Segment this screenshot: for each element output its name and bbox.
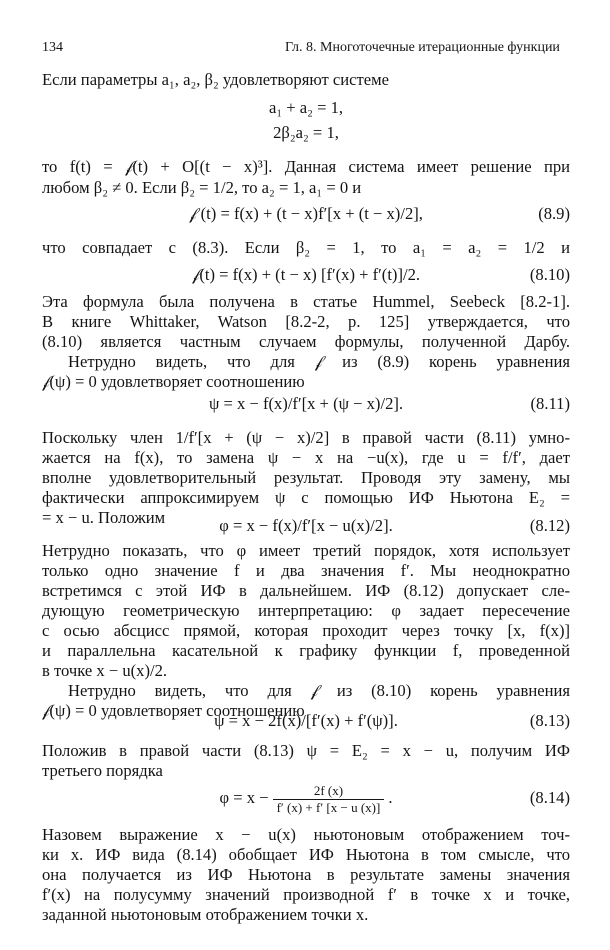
text-line: Нетрудно видеть, что для 𝒻 из (8.10) корень уравнения	[68, 681, 570, 700]
equation-8-14	[42, 778, 570, 818]
text-line: то f(t) = 𝒻(t) + O[(t − x)³]. Данная система имеет решение при	[42, 157, 570, 176]
text-line: любом β₂ ≠ 0. Если β₂ = 1/2, то a₂ = 1, a₁ = 0 и	[42, 178, 362, 197]
equation-tail: .	[388, 788, 393, 807]
text-line: она получается из ИФ Ньютона в результате замены значения	[42, 865, 570, 884]
equation-body: 𝒻 (t) = f(x) + (t − x)f′[x + (t − x)/2],	[189, 204, 423, 223]
fraction	[273, 783, 385, 816]
text-line: Нетрудно видеть, что для 𝒻 из (8.9) корень уравнения	[68, 352, 570, 371]
text-line: третьего порядка	[42, 761, 163, 780]
text-line: (8.10) является частным случаем формулы, полученной Дарбу.	[42, 332, 570, 351]
text-line: что совпадает с (8.3). Если β₂ = 1, то a₁ = a₂ = 1/2 и	[42, 238, 570, 257]
fraction-numerator: 2f (x)	[273, 783, 385, 800]
equation-lhs: φ = x −	[219, 788, 269, 807]
fraction-denominator: f′ (x) + f′ [x − u (x)]	[276, 799, 381, 815]
running-title: Гл. 8. Многоточечные итерационные функции	[285, 40, 560, 55]
equation-body: ψ = x − 2f(x)/[f′(x) + f′(ψ)].	[214, 711, 398, 730]
text-line: заданной ньютоновым отображением точки x.	[42, 905, 369, 924]
text-line: 𝒻(ψ) = 0 удовлетворяет соотношению	[42, 701, 305, 720]
equation-number: (8.10)	[529, 265, 570, 284]
text-line: 𝒻(ψ) = 0 удовлетворяет соотношению	[42, 372, 305, 391]
text-line: Нетрудно показать, что φ имеет третий порядок, хотя использует	[42, 541, 570, 560]
text-line: Назовем выражение x − u(x) ньютоновым отображением точ-	[42, 825, 570, 844]
equation-body	[42, 778, 570, 818]
text-line: и параллельна касательной к графику функции f, проведенной	[42, 641, 570, 660]
system-equation-2: 2β₂a₂ = 1,	[273, 123, 339, 142]
equation-number: (8.12)	[529, 516, 570, 535]
text-line: с осью абсцисс прямой, которая проходит через точку [x, f(x)]	[42, 621, 570, 640]
equation-number: (8.9)	[538, 204, 570, 223]
text-line: = x − u. Положим	[42, 508, 166, 527]
text-line: Если параметры a₁, a₂, β₂ удовлетворяют системе	[42, 70, 390, 89]
equation-body: φ = x − f(x)/f′[x − u(x)/2].	[219, 516, 393, 535]
text-line: Поскольку член 1/f′[x + (ψ − x)/2] в правой части (8.11) умно-	[42, 428, 570, 447]
text-line: Положив в правой части (8.13) ψ = E₂ = x − u, получим ИФ	[42, 741, 570, 760]
equation-number: (8.13)	[529, 711, 570, 730]
text-line: вполне удовлетворительный результат. Проводя эту замену, мы	[42, 468, 570, 487]
text-line: фактически аппроксимируем ψ с помощью ИФ Ньютона E₂ =	[42, 488, 570, 507]
text-line: В книге Whittaker, Watson [8.2-2, p. 125] утверждается, что	[42, 312, 570, 331]
equation-body: 𝒻(t) = f(x) + (t − x) [f′(x) + f′(t)]/2.	[191, 265, 421, 284]
equation-body: ψ = x − f(x)/f′[x + (ψ − x)/2].	[208, 394, 404, 413]
text-line: жается на f(x), то замена ψ − x на −u(x), где u = f/f′, дает	[42, 448, 570, 467]
text-line: ки x. ИФ вида (8.14) обобщает ИФ Ньютона в том смысле, что	[42, 845, 570, 864]
equation-number: (8.11)	[530, 394, 570, 413]
text-line: только одно значение f и два значения f′. Мы неоднократно	[42, 561, 570, 580]
text-line: встретимся с этой ИФ в дальнейшем. ИФ (8.12) допускает сле-	[42, 581, 570, 600]
page-number: 134	[42, 40, 63, 55]
text-line: дующую геометрическую интерпретацию: φ задает пересечение	[42, 601, 570, 620]
text-line: Эта формула была получена в статье Hummel, Seebeck [8.2-1].	[42, 292, 570, 311]
system-equation-1: a₁ + a₂ = 1,	[268, 98, 344, 117]
text-line: f′(x) на полусумму значений производной f′ в точке x и точке,	[42, 885, 570, 904]
text-line: в точке x − u(x)/2.	[42, 661, 168, 680]
equation-number: (8.14)	[529, 788, 570, 807]
